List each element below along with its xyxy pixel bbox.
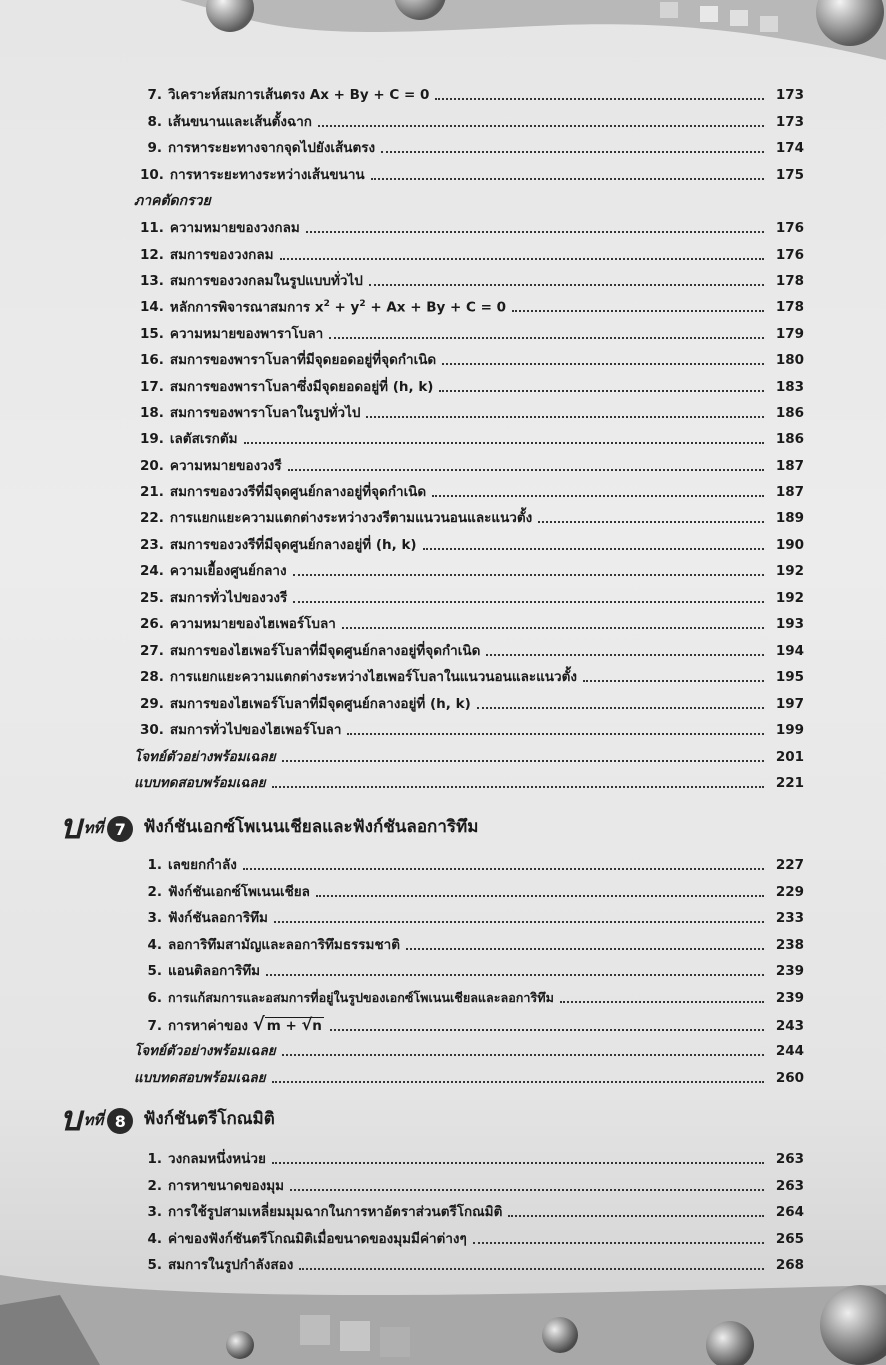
entry-page: 233 [775, 910, 804, 926]
entry-title: การแก้สมการและอสมการที่อยู่ในรูปของเอกซ์โพเนนเชียลและลอการิทึม [168, 990, 554, 1005]
entry-page: 187 [775, 458, 804, 474]
leader-dots [486, 653, 764, 656]
toc-entry [140, 689, 804, 713]
entry-page: 264 [775, 1204, 804, 1220]
entry-number: 21. [140, 484, 164, 500]
leader-dots [266, 973, 764, 976]
entry-title: วิเคราะห์สมการเส้นตรง Ax + By + C = 0 [168, 87, 430, 103]
entry-number: 5. [147, 963, 162, 979]
leader-dots [272, 1080, 764, 1083]
toc-entry [140, 372, 804, 396]
toc-entry [140, 1144, 804, 1168]
entry-page: 183 [775, 379, 804, 395]
entry-number: 2. [147, 1178, 162, 1194]
entry-number: 4. [147, 937, 162, 953]
equation-part: + y [329, 299, 360, 315]
toc-entry [140, 583, 804, 607]
entry-number: 28. [140, 669, 164, 685]
toc-entry [140, 983, 804, 1007]
entry-number: 8. [147, 114, 162, 130]
entry-page: 221 [775, 775, 804, 791]
entry-number: 25. [140, 590, 164, 606]
entry-number: 1. [147, 857, 162, 873]
toc-entry [140, 715, 804, 739]
leader-dots [406, 947, 764, 950]
entry-number: 26. [140, 616, 164, 632]
toc-entry [140, 609, 804, 633]
entry-page: 268 [775, 1257, 804, 1273]
entry-page: 194 [775, 643, 804, 659]
entry-number: 16. [140, 352, 164, 368]
entry-page: 265 [775, 1231, 804, 1247]
entry-title: การแยกแยะความแตกต่างระหว่างวงรีตามแนวนอนและแนวตั้ง [169, 510, 533, 526]
toc-entry [140, 503, 804, 527]
entry-number: 3. [147, 910, 162, 926]
entry-title: เส้นขนานและเส้นตั้งฉาก [168, 114, 312, 130]
chapter-word: ทที่ [83, 1111, 104, 1129]
toc-entry [140, 345, 804, 369]
entry-title [168, 1016, 324, 1035]
entry-number: 20. [140, 458, 164, 474]
entry-page: 175 [775, 167, 804, 183]
entry-page: 180 [775, 352, 804, 368]
toc-entry [140, 556, 804, 580]
toc-entry [140, 1250, 804, 1274]
entry-page: 192 [775, 590, 804, 606]
entry-title: สมการของวงกลมในรูปแบบทั่วไป [169, 273, 363, 289]
entry-page: 179 [775, 326, 804, 342]
equation-part: m + [266, 1018, 302, 1034]
entry-title: ค่าของฟังก์ชันตรีโกณมิติเมื่อขนาดของมุมมีค่าต่างๆ [168, 1231, 467, 1247]
toc-entry [140, 636, 804, 660]
toc-entry [140, 1171, 804, 1195]
entry-title: การหาระยะทางจากจุดไปยังเส้นตรง [168, 140, 376, 156]
entry-page: 244 [775, 1043, 804, 1059]
entry-number: 30. [140, 722, 164, 738]
entry-page: 189 [775, 510, 804, 526]
entry-title: ความหมายของวงรี [169, 458, 282, 474]
entry-title [170, 295, 506, 317]
chapter-number-badge: 8 [107, 1108, 133, 1134]
entry-number: 13. [140, 273, 164, 289]
entry-title: การหาขนาดของมุม [168, 1178, 285, 1194]
section-heading-conic: ภาคตัดกรวย [134, 193, 211, 209]
entry-page: 192 [775, 563, 804, 579]
leader-dots [306, 230, 764, 233]
toc-entry [140, 956, 804, 980]
chapter-heading-7 [60, 807, 820, 847]
entry-page: 238 [775, 937, 804, 953]
leader-dots [342, 626, 764, 629]
leader-dots [293, 573, 764, 576]
entry-title: การหาระยะทางระหว่างเส้นขนาน [169, 167, 365, 183]
leader-dots [508, 1214, 764, 1217]
leader-dots [244, 441, 764, 444]
chapter-number-badge: 7 [107, 816, 133, 842]
entry-title: สมการของวงกลม [169, 247, 274, 263]
toc-entry [140, 424, 804, 448]
toc-entry [140, 107, 804, 131]
entry-number: 5. [147, 1257, 162, 1273]
entry-page: 195 [775, 669, 804, 685]
leader-dots [272, 1161, 764, 1164]
entry-title: สมการของพาราโบลาที่มีจุดยอดอยู่ที่จุดกำเนิด [169, 352, 437, 368]
leader-dots [371, 177, 764, 180]
entry-page: 197 [775, 696, 804, 712]
entry-title: สมการของวงรีที่มีจุดศูนย์กลางอยู่ที่ (h, k) [169, 537, 417, 553]
entry-page: 176 [775, 220, 804, 236]
entry-title: ลอการิทึมสามัญและลอการิทึมธรรมชาติ [168, 937, 400, 953]
entry-title: แบบทดสอบพร้อมเฉลย [134, 775, 266, 791]
leader-dots [280, 257, 764, 260]
entry-page: 227 [775, 857, 804, 873]
entry-number: 23. [140, 537, 164, 553]
entry-page: 190 [775, 537, 804, 553]
leader-dots [439, 389, 764, 392]
entry-number: 11. [140, 220, 164, 236]
chapter-initial: บ [60, 1099, 82, 1139]
equation-part: หลักการพิจารณาสมการ x [169, 299, 324, 315]
chapter-heading-8 [60, 1099, 820, 1139]
leader-dots [477, 706, 764, 709]
entry-page: 186 [775, 431, 804, 447]
chapter-word: ทที่ [83, 819, 104, 837]
entry-number: 18. [140, 405, 164, 421]
entry-page: 239 [775, 990, 804, 1006]
entry-page: 239 [775, 963, 804, 979]
entry-number: 7. [147, 87, 162, 103]
entry-title: วงกลมหนึ่งหน่วย [168, 1151, 266, 1167]
entry-page: 187 [775, 484, 804, 500]
entry-title: โจทย์ตัวอย่างพร้อมเฉลย [134, 749, 276, 765]
entry-title: สมการของไฮเพอร์โบลาที่มีจุดศูนย์กลางอยู่ที่จุดกำเนิด [169, 643, 481, 659]
entry-number: 17. [140, 379, 164, 395]
entry-number: 9. [147, 140, 162, 156]
sqrt-radicand [265, 1017, 324, 1034]
leader-dots [369, 283, 764, 286]
leader-dots [442, 362, 764, 365]
leader-dots [560, 1000, 764, 1003]
leader-dots [293, 600, 764, 603]
toc-entry [140, 160, 804, 184]
toc-entry [140, 319, 804, 343]
entry-title: สมการของวงรีที่มีจุดศูนย์กลางอยู่ที่จุดกำเนิด [169, 484, 427, 500]
entry-title: ความหมายของวงกลม [169, 220, 300, 236]
leader-dots [381, 150, 764, 153]
entry-number: 1. [147, 1151, 162, 1167]
toc-entry-tests [134, 768, 804, 792]
entry-title: ความหมายของพาราโบลา [169, 326, 324, 342]
entry-title: ความหมายของไฮเพอร์โบลา [169, 616, 336, 632]
leader-dots [243, 867, 764, 870]
toc-entry [140, 292, 804, 316]
chapter-title: ฟังก์ชันเอกซ์โพเนนเชียลและฟังก์ชันลอการิทึม [143, 816, 479, 837]
entry-title: เลตัสเรกตัม [169, 431, 238, 447]
leader-dots [274, 920, 764, 923]
entry-page: 263 [775, 1151, 804, 1167]
chapter-mark [60, 807, 133, 847]
toc-entry [140, 877, 804, 901]
toc-entry [140, 850, 804, 874]
leader-dots [282, 759, 764, 762]
leader-dots [538, 520, 764, 523]
leader-dots [329, 336, 764, 339]
equation-part: การหาค่าของ [168, 1018, 253, 1034]
sqrt-symbol: √ [301, 1015, 313, 1034]
entry-number: 12. [140, 247, 164, 263]
entry-page: 173 [775, 114, 804, 130]
entry-number: 10. [140, 167, 164, 183]
entry-title: ฟังก์ชันเอกซ์โพเนนเชียล [168, 884, 310, 900]
toc-entry [140, 662, 804, 686]
toc-entry [140, 903, 804, 927]
chapter-initial: บ [60, 807, 82, 847]
entry-page: 178 [775, 299, 804, 315]
entry-number: 15. [140, 326, 164, 342]
entry-page: 174 [775, 140, 804, 156]
entry-number: 4. [147, 1231, 162, 1247]
entry-title: สมการของพาราโบลาในรูปทั่วไป [169, 405, 361, 421]
entry-title: สมการทั่วไปของวงรี [169, 590, 288, 606]
toc-entry [140, 1011, 804, 1035]
entry-title: เลขยกกำลัง [168, 857, 237, 873]
leader-dots [512, 309, 764, 312]
leader-dots [435, 97, 764, 100]
toc-entry [140, 240, 804, 264]
entry-page: 176 [775, 247, 804, 263]
toc-entry [140, 80, 804, 104]
equation-part: + Ax + By + C = 0 [365, 299, 507, 315]
toc-entry-examples [134, 1036, 804, 1060]
toc-entry [140, 213, 804, 237]
entry-number: 6. [147, 990, 162, 1006]
toc-entry [140, 530, 804, 554]
toc-entry [140, 1224, 804, 1248]
entry-page: 243 [775, 1018, 804, 1034]
toc-entry [140, 477, 804, 501]
entry-page: 201 [775, 749, 804, 765]
leader-dots [330, 1028, 764, 1031]
exponent: 2 [359, 298, 366, 309]
toc-entry [140, 398, 804, 422]
leader-dots [473, 1241, 764, 1244]
leader-dots [366, 415, 764, 418]
leader-dots [290, 1188, 764, 1191]
chapter-mark [60, 1099, 133, 1139]
toc-entry [140, 1197, 804, 1221]
toc-entry [140, 930, 804, 954]
equation-part: n [312, 1018, 322, 1034]
entry-title: การแยกแยะความแตกต่างระหว่างไฮเพอร์โบลาในแนวนอนและแนวตั้ง [169, 669, 577, 685]
exponent: 2 [323, 298, 330, 309]
entry-page: 263 [775, 1178, 804, 1194]
chapter-title: ฟังก์ชันตรีโกณมิติ [143, 1108, 275, 1129]
entry-page: 173 [775, 87, 804, 103]
entry-title: สมการของพาราโบลาซึ่งมีจุดยอดอยู่ที่ (h, k) [169, 379, 434, 395]
entry-title: การใช้รูปสามเหลี่ยมมุมฉากในการหาอัตราส่วนตรีโกณมิติ [168, 1204, 503, 1220]
entry-number: 19. [140, 431, 164, 447]
leader-dots [347, 732, 764, 735]
leader-dots [288, 468, 764, 471]
leader-dots [432, 494, 764, 497]
entry-number: 22. [140, 510, 164, 526]
entry-number: 14. [140, 299, 164, 315]
leader-dots [299, 1267, 764, 1270]
entry-number: 29. [140, 696, 164, 712]
sqrt-symbol: √ [252, 1014, 265, 1035]
leader-dots [272, 785, 764, 788]
entry-title: สมการในรูปกำลังสอง [168, 1257, 294, 1273]
leader-dots [316, 894, 764, 897]
entry-number: 24. [140, 563, 164, 579]
entry-page: 193 [775, 616, 804, 632]
entry-title: ความเยื้องศูนย์กลาง [169, 563, 287, 579]
entry-page: 199 [775, 722, 804, 738]
entry-number: 2. [147, 884, 162, 900]
entry-page: 229 [775, 884, 804, 900]
entry-page: 178 [775, 273, 804, 289]
leader-dots [423, 547, 764, 550]
toc-entry [140, 451, 804, 475]
entry-number: 27. [140, 643, 164, 659]
entry-title: โจทย์ตัวอย่างพร้อมเฉลย [134, 1043, 276, 1059]
toc-entry [140, 133, 804, 157]
entry-page: 186 [775, 405, 804, 421]
entry-title: ฟังก์ชันลอการิทึม [168, 910, 268, 926]
entry-title: สมการของไฮเพอร์โบลาที่มีจุดศูนย์กลางอยู่ที่ (h, k) [169, 696, 471, 712]
toc-entry-tests [134, 1063, 804, 1087]
entry-number: 7. [147, 1018, 162, 1034]
leader-dots [282, 1053, 764, 1056]
entry-page: 260 [775, 1070, 804, 1086]
entry-title: แอนติลอการิทึม [168, 963, 260, 979]
toc-entry [140, 266, 804, 290]
entry-title: สมการทั่วไปของไฮเพอร์โบลา [169, 722, 342, 738]
leader-dots [318, 124, 764, 127]
leader-dots [583, 679, 764, 682]
toc-entry-examples [134, 742, 804, 766]
entry-number: 3. [147, 1204, 162, 1220]
entry-title: แบบทดสอบพร้อมเฉลย [134, 1070, 266, 1086]
